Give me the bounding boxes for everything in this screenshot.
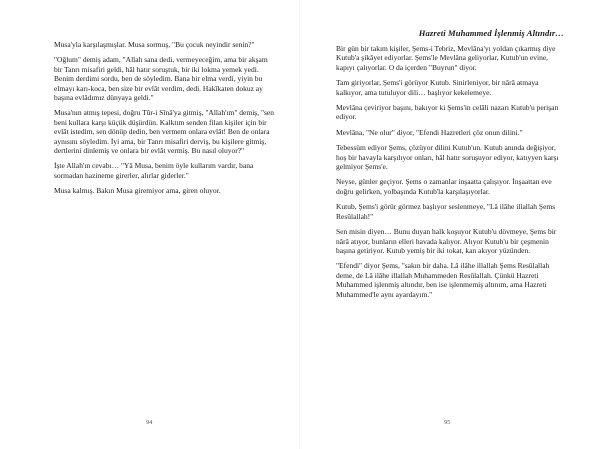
paragraph: Bir gün bir takım kişiler, Şems-i Tebriz, Mevlâna'yı yoldan çıkarmış diye Kutub'a şikâyet ediyorlar. Şems'le Mevlâna geliyorlar, Kutub'un evine, kapıyı çalıyorlar. O da içerden "Buyrun" diyor. xyxy=(336,44,556,72)
paragraph: Mevlâna, "Ne olur" diyor, "Efendi Hazretleri çöz onun dilini." xyxy=(336,127,523,137)
paragraph: Musa'yla karşılaşmışlar. Musa sormuş, "Bu çocuk neyindir senin?" xyxy=(54,40,255,49)
right-page xyxy=(300,0,600,449)
paragraph: "Oğlum" demiş adam, "Allah sana dedi, vermeyeceğim, ama bir akşam bir Tanrı misafiri geldi, hâl hatır soruştuk, bir iki lokma yemek yedi. Benim derdimi sordu, ben de söyledim. Bana bir elma verdi, yiyin bu elmayı karı-koca, ben size bir evlât verdim, dedi. Hakîkaten dokuz ay başına evlâdımız dünyaya geldi." xyxy=(54,55,268,103)
paragraph: Kutub, Şems'i görür görmez başlıyor seslenmeye, "Lâ ilâhe illallah Şems Resûlallah!" xyxy=(336,202,556,221)
paragraph: "Efendi" diyor Şems, "sakın bir daha. Lâ ilâhe illallah Şems Resûlallah deme, de Lâ ilâhe illallah Muhammeden Resûlallah. Çünkü Hazreti Muhammed işlenmiş altındır, ben ise işlenmemiş altınım, ama Hazreti Muhammed'le aynı ayardayım." xyxy=(336,261,550,299)
running-head: Hazreti Muhammed İşlenmiş Altındır… xyxy=(418,28,564,38)
paragraph: Musa kalmış. Bakın Musa giremiyor ama, giren oluyor. xyxy=(54,186,221,196)
paragraph: Musa'nın atmış tepesi, doğru Tûr-i Sînâ'ya gitmiş, "Allah'ım" demiş, "sen beni kullara karşı küçük düşürdün. Kalktım senden filan kişiler için bir evlât istedim, sen dönüp dedin, ben vermem onlara evlât! Ben de onlara aynısını söyledim. İyi ama, bir Tanrı misafiri derviş, bu kişilere gitmiş, dertlerini dinlemiş ve onlara bir evlât vermiş. Bu nasıl oluyor?" xyxy=(54,108,275,156)
paragraph: Neyse, günler geçiyor. Şems o zamanlar inşaatta çalışıyor. İnşaattan eve doğru gelirken, yolbaşında Kutub'la karşılaşıyorlar. xyxy=(336,177,552,196)
paragraph: Sen misin diyen… Bunu duyan halk koşuyor Kutub'u dövmeye, Şems bir nârâ atıyor, bunların elleri havada kalıyor. Alıyor Kutub'u bir çeşmenin başına getiriyor. Kutub yemiş bir iki tokat, kan akıyor yüzünden. xyxy=(336,227,557,255)
left-page-body xyxy=(54,40,276,202)
paragraph: Tebessüm ediyor Şems, çözüyor dilini Kutub'un. Kutub anında değişiyor, hoş bir havayla karşılıyor onları, hâl hatır soruşuyor ediyor, katıyyen karşı gelmiyor Şems'e. xyxy=(336,143,559,172)
right-page-body xyxy=(336,44,564,305)
paragraph: Mevlâna çeviriyor başını, bakıyor ki Şems'in celâli nazarı Kutub'u perişan ediyor. xyxy=(336,103,559,122)
page-number: 95 xyxy=(444,419,451,426)
paragraph: Tam giriyorlar, Şems'i görüyor Kutub. Sinirleniyor, bir nârâ atmaya kalkıyor, ama tutuluyor dili… başlıyor kekelemeye. xyxy=(336,78,539,97)
page-number: 94 xyxy=(146,419,153,426)
paragraph: İşte Allah'ın cevabı… "Yâ Musa, benim öyle kullarım vardır, bana sormadan hazineme girerler, alırlar giderler." xyxy=(54,161,254,180)
